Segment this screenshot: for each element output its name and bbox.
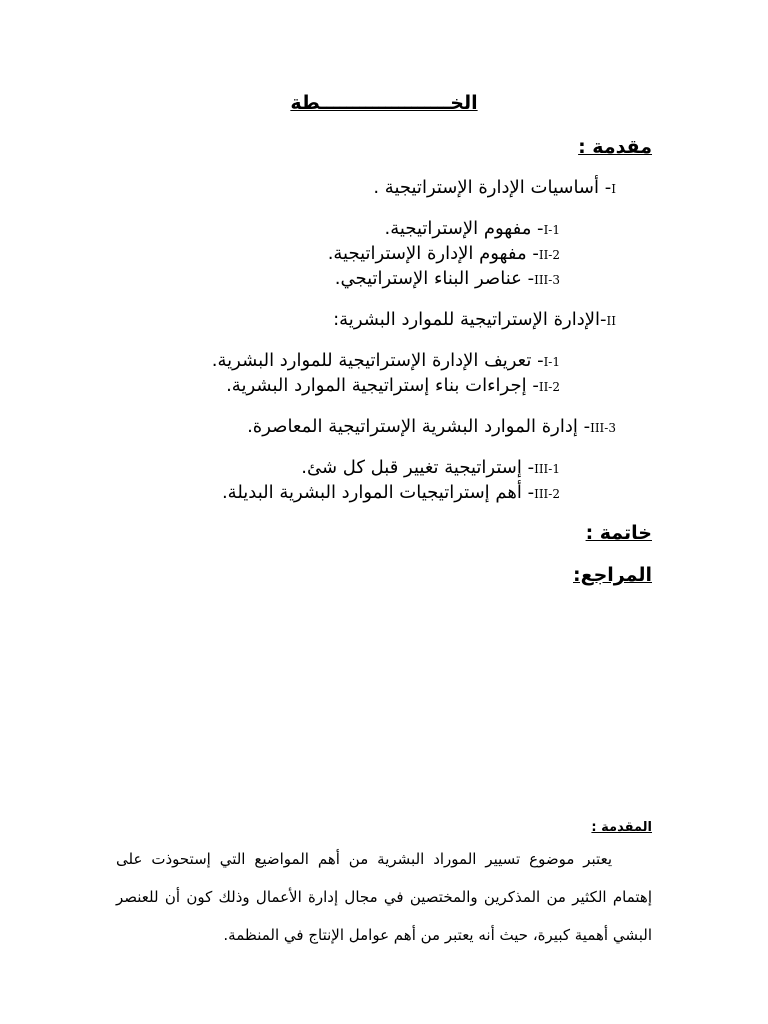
section-2-sub-2: [226, 375, 560, 396]
conclusion-heading: خاتمة :: [585, 522, 652, 544]
body-intro-heading: المقدمة :: [591, 820, 652, 835]
section-1: [373, 177, 616, 198]
section-3: [247, 416, 616, 437]
sub-number: I-1: [543, 223, 560, 237]
sub-number: III-3: [534, 273, 560, 287]
sub-number: II-2: [538, 248, 560, 262]
section-3-number: III-3: [590, 421, 616, 435]
sub-number: II-2: [538, 380, 560, 394]
section-2-sub-1: [212, 350, 560, 371]
plan-title: الخــــــــــــــــــــطة: [290, 92, 478, 114]
section-2: [333, 309, 616, 330]
sub-number: III-1: [534, 462, 560, 476]
section-1-sub-1: [385, 218, 560, 239]
sub-number: I-1: [543, 355, 560, 369]
section-1-sub-2: [328, 243, 560, 264]
section-2-number: II: [606, 314, 616, 328]
sub-number: III-2: [534, 487, 560, 501]
section-3-sub-1: [301, 457, 560, 478]
section-1-sub-3: [335, 268, 560, 289]
section-1-text: - أساسيات الإدارة الإستراتيجية .: [373, 177, 612, 198]
sub-text: - أهم إستراتيجيات الموارد البشرية البديلة.: [221, 482, 535, 503]
references-heading: المراجع:: [573, 564, 652, 586]
sub-text: - عناصر البناء الإستراتيجي.: [334, 268, 535, 289]
intro-paragraph-text: يعتبر موضوع تسيير الموراد البشرية من أهم المواضيع التي إستحوذت على إهتمام الكثير من المذكرين والمختصين في مجال إدارة الأعمال وذلك كون أن للعنصر البشي أهمية كبيرة، حيث أنه يعتبر من أهم عوامل الإنتاج في المنظمة.: [116, 850, 652, 944]
sub-text: - إجراءات بناء إستراتيجية الموارد البشرية.: [226, 375, 539, 396]
section-2-text: -الإدارة الإستراتيجية للموارد البشرية:: [333, 309, 607, 330]
section-3-text: - إدارة الموارد البشرية الإستراتيجية المعاصرة.: [247, 416, 591, 437]
section-1-number: I: [611, 182, 616, 196]
section-3-sub-2: [222, 482, 560, 503]
sub-text: - مفهوم الإدارة الإستراتيجية.: [327, 243, 539, 264]
sub-text: - مفهوم الإستراتيجية.: [384, 218, 544, 239]
intro-heading: مقدمة :: [578, 136, 652, 158]
sub-text: - إستراتيجية تغيير قبل كل شئ.: [301, 457, 535, 478]
sub-text: - تعريف الإدارة الإستراتيجية للموارد البشرية.: [211, 350, 544, 371]
intro-paragraph: [116, 840, 652, 954]
